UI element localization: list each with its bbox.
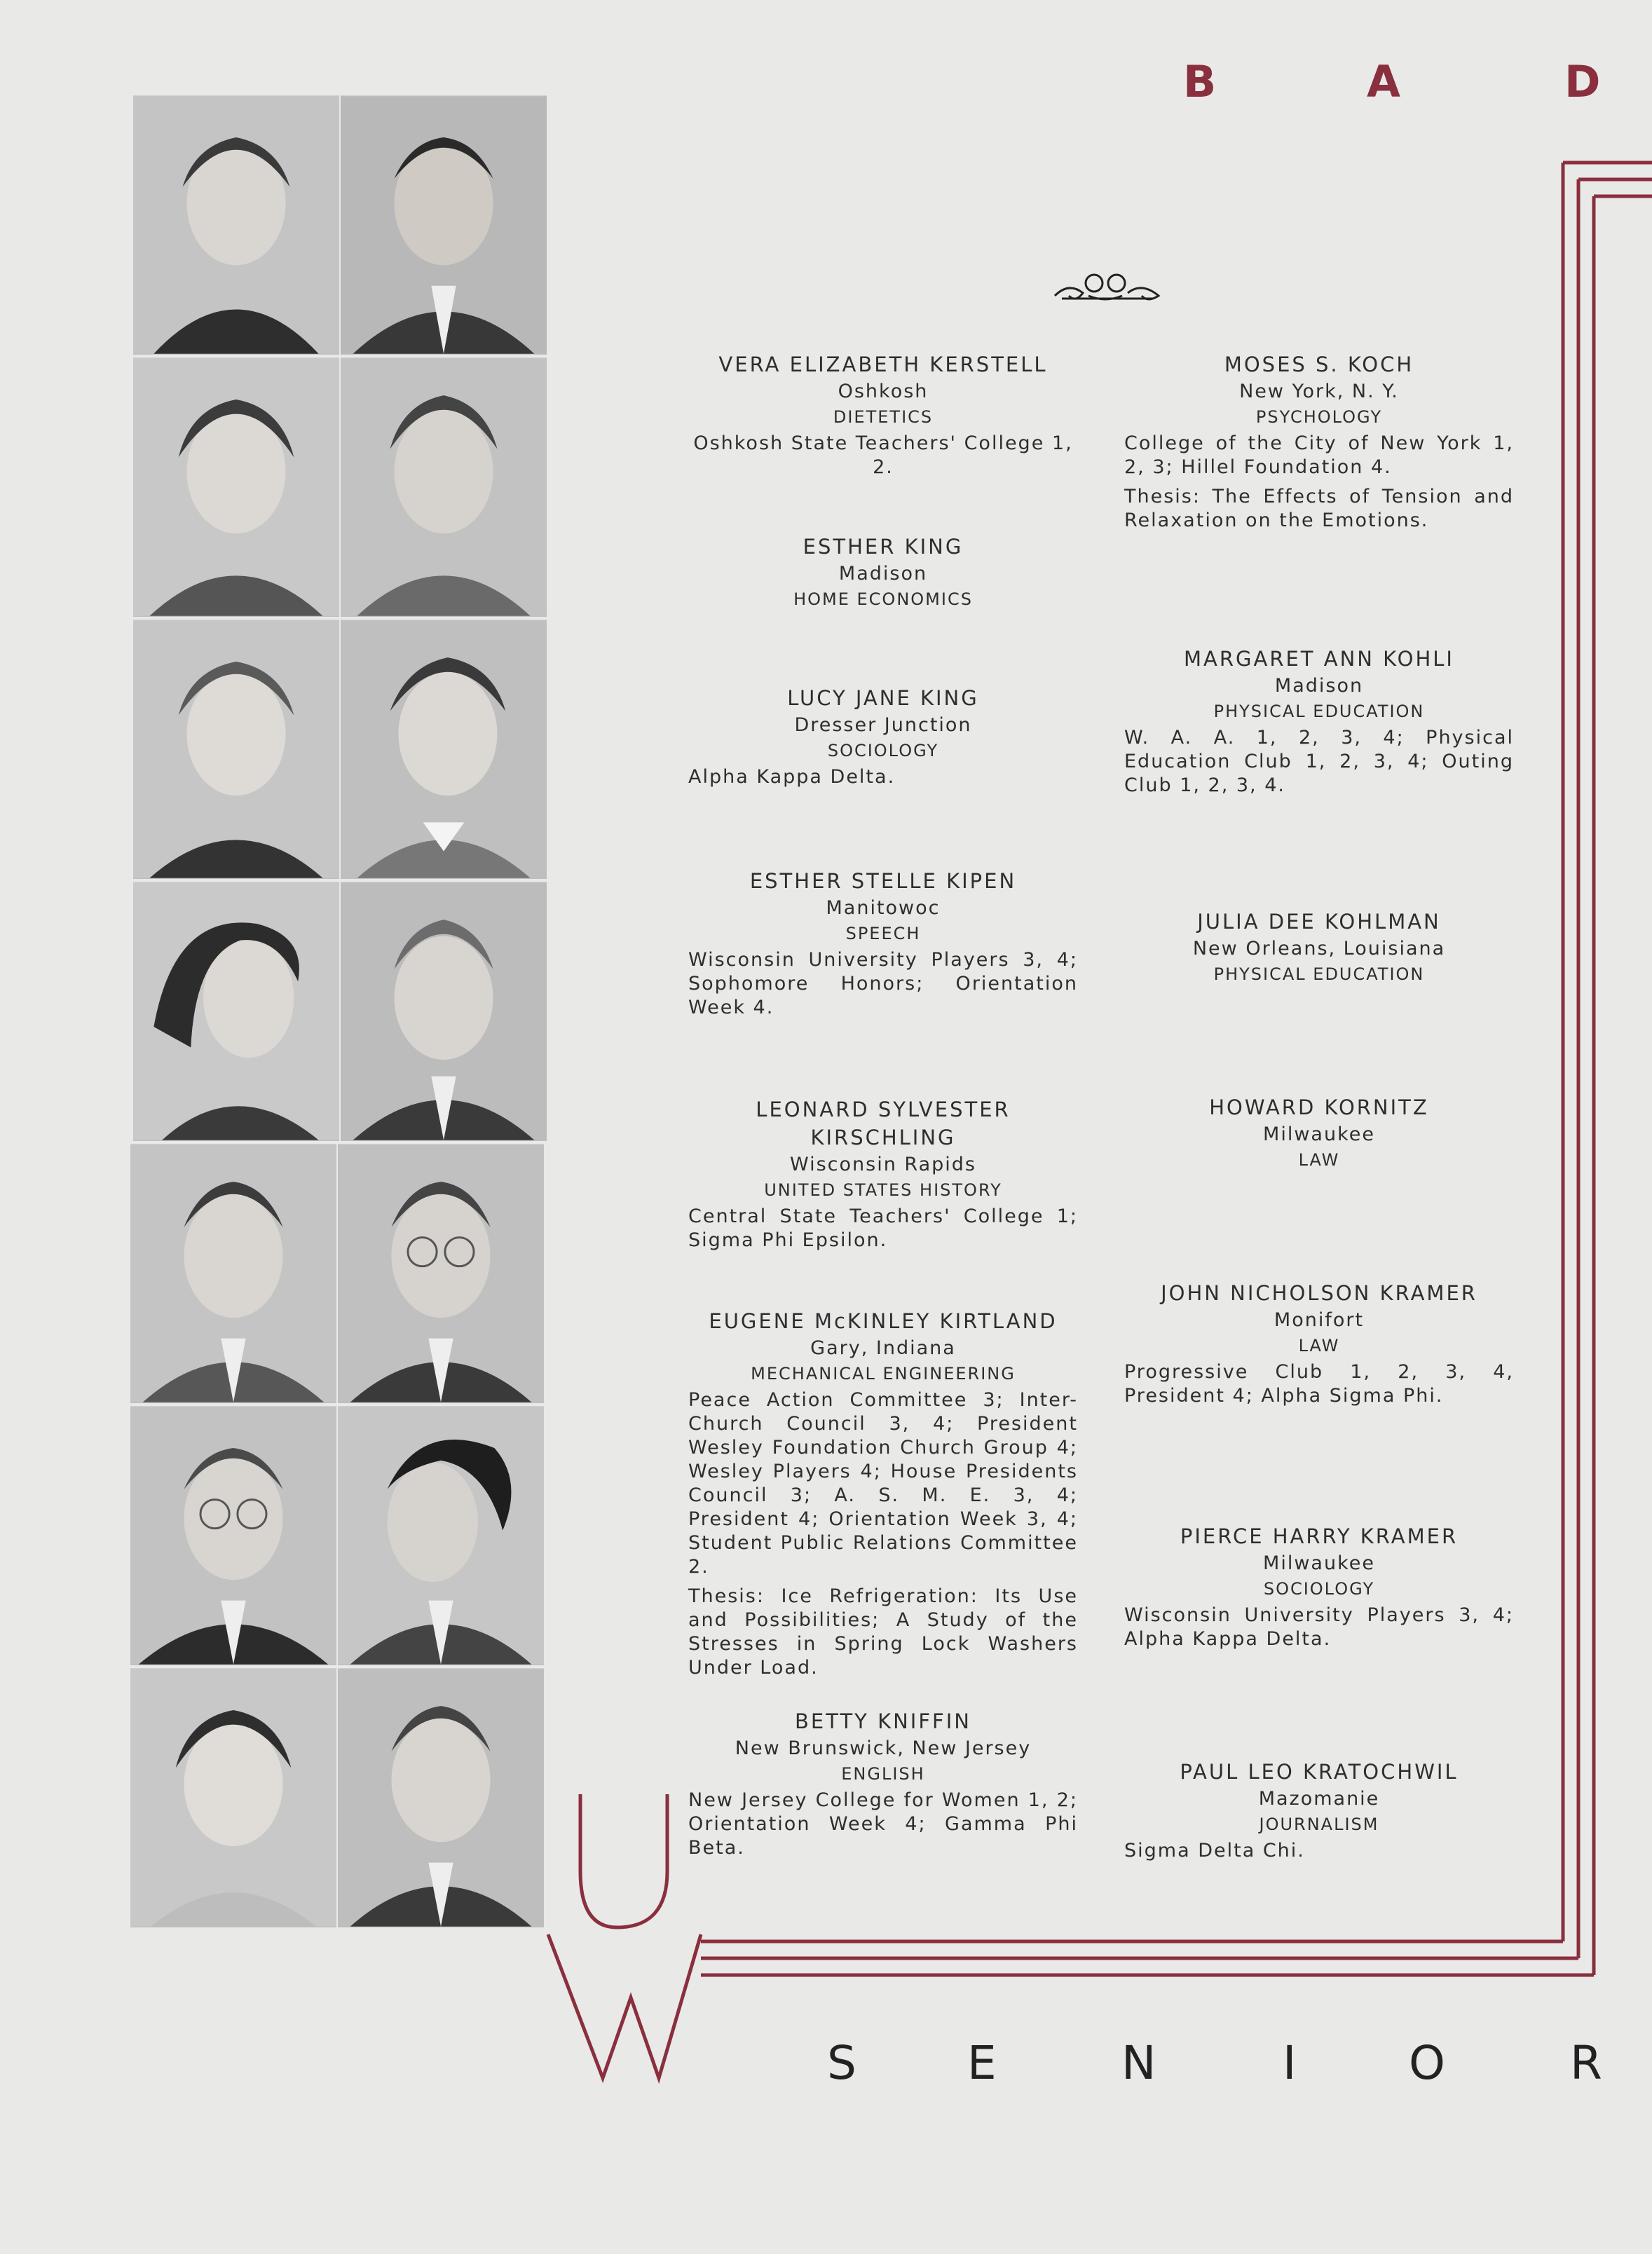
student-major: SPEECH xyxy=(845,924,921,943)
senior-entry xyxy=(1124,645,1514,798)
student-activities: W. A. A. 1, 2, 3, 4; Physical Education Club 1, 2, 3, 4; Outing Club 1, 2, 3, 4. xyxy=(1124,727,1514,796)
student-hometown: New Orleans, Louisiana xyxy=(1192,938,1446,959)
student-activities: Central State Teachers' College 1; Sigma Phi Epsilon. xyxy=(688,1205,1078,1251)
footer-letter: E xyxy=(967,2036,997,2090)
student-major: LAW xyxy=(1298,1150,1340,1170)
footer-letter: O xyxy=(1409,2036,1445,2090)
student-activities: Peace Action Committee 3; Inter-Church Council 3, 4; President Wesley Foundation Church Group 4; Wesley Players 4; House Presidents Council 3; A. S. M. E. 3, 4; President 4; Orientation Week 3, 4; Student Public Relations Committee 2. xyxy=(688,1389,1078,1578)
senior-entry xyxy=(1124,1093,1514,1172)
student-name: PIERCE HARRY KRAMER xyxy=(1180,1524,1459,1548)
student-activities: Sigma Delta Chi. xyxy=(1124,1840,1305,1862)
portrait-photo xyxy=(341,95,547,355)
student-activities: College of the City of New York 1, 2, 3; Hillel Foundation 4. xyxy=(1124,432,1514,478)
student-major: UNITED STATES HISTORY xyxy=(764,1180,1002,1200)
student-hometown: Oshkosh xyxy=(838,381,929,402)
portrait-photo xyxy=(130,1406,336,1665)
portrait-photo xyxy=(133,620,339,879)
portrait-photo xyxy=(341,882,547,1141)
senior-entry xyxy=(688,1707,1078,1860)
student-activities: Wisconsin University Players 3, 4; Sophomore Honors; Orientation Week 4. xyxy=(688,949,1078,1018)
student-name: JOHN NICHOLSON KRAMER xyxy=(1161,1281,1477,1305)
student-thesis: Thesis: The Effects of Tension and Relaxation on the Emotions. xyxy=(1124,486,1514,531)
senior-entry xyxy=(688,1307,1078,1680)
student-activities: Oshkosh State Teachers' College 1, 2. xyxy=(693,432,1073,478)
student-thesis: Thesis: Ice Refrigeration: Its Use and Possibilities; A Study of the Stresses in Spring Lock Washers Under Load. xyxy=(688,1585,1078,1679)
student-major: DIETETICS xyxy=(833,407,934,427)
student-activities: New Jersey College for Women 1, 2; Orientation Week 4; Gamma Phi Beta. xyxy=(688,1789,1078,1859)
portrait-photo xyxy=(341,620,547,879)
student-hometown: Wisconsin Rapids xyxy=(790,1154,976,1175)
senior-entry xyxy=(1124,350,1514,533)
student-major: SOCIOLOGY xyxy=(827,741,939,760)
page-footer-letters xyxy=(806,2036,1652,2106)
student-activities: Alpha Kappa Delta. xyxy=(688,766,896,788)
student-major: PHYSICAL EDUCATION xyxy=(1213,964,1425,984)
senior-entry xyxy=(688,1095,1078,1252)
student-name: HOWARD KORNITZ xyxy=(1209,1095,1429,1119)
student-hometown: Madison xyxy=(1274,675,1364,697)
student-major: LAW xyxy=(1298,1336,1340,1355)
footer-letter: S xyxy=(827,2036,856,2090)
student-name: PAUL LEO KRATOCHWIL xyxy=(1180,1760,1459,1784)
portrait-photo xyxy=(338,1668,544,1927)
student-major: MECHANICAL ENGINEERING xyxy=(751,1364,1016,1384)
student-major: HOME ECONOMICS xyxy=(793,589,973,609)
portrait-photo xyxy=(133,357,339,617)
student-major: JOURNALISM xyxy=(1259,1815,1379,1834)
monogram-u xyxy=(580,1794,667,1927)
senior-entry xyxy=(688,684,1078,789)
portrait-photo xyxy=(133,882,339,1141)
student-name: LUCY JANE KING xyxy=(787,686,979,710)
student-hometown: New Brunswick, New Jersey xyxy=(735,1737,1032,1759)
portrait-photo xyxy=(130,1668,336,1927)
student-major: ENGLISH xyxy=(841,1764,925,1784)
senior-entry xyxy=(688,867,1078,1020)
student-hometown: Milwaukee xyxy=(1263,1552,1375,1574)
student-activities: Progressive Club 1, 2, 3, 4, President 4; Alpha Sigma Phi. xyxy=(1124,1361,1514,1407)
senior-entry xyxy=(688,350,1078,479)
scroll-ornament-icon xyxy=(1055,275,1159,299)
student-hometown: Gary, Indiana xyxy=(810,1337,956,1359)
portrait-photo xyxy=(341,357,547,617)
portrait-photo xyxy=(338,1406,544,1665)
student-name: BETTY KNIFFIN xyxy=(795,1709,971,1733)
student-hometown: Manitowoc xyxy=(826,897,941,919)
senior-entry xyxy=(1124,1522,1514,1651)
student-name: VERA ELIZABETH KERSTELL xyxy=(718,353,1048,376)
student-name: LEONARD SYLVESTER KIRSCHLING xyxy=(756,1098,1011,1149)
student-hometown: New York, N. Y. xyxy=(1239,381,1399,402)
student-major: PHYSICAL EDUCATION xyxy=(1213,702,1425,721)
portrait-photo xyxy=(130,1144,336,1403)
portrait-photo xyxy=(133,95,339,355)
student-name: JULIA DEE KOHLMAN xyxy=(1197,910,1441,934)
student-major: SOCIOLOGY xyxy=(1263,1579,1375,1599)
monogram-w xyxy=(548,1934,701,2078)
student-name: MOSES S. KOCH xyxy=(1224,353,1414,376)
student-activities: Wisconsin University Players 3, 4; Alpha Kappa Delta. xyxy=(1124,1604,1514,1650)
senior-entry xyxy=(1124,908,1514,986)
footer-letter: N xyxy=(1121,2036,1156,2090)
student-name: ESTHER STELLE KIPEN xyxy=(749,869,1017,893)
senior-entry xyxy=(1124,1279,1514,1408)
student-name: ESTHER KING xyxy=(803,535,964,559)
header-letter: A xyxy=(1367,56,1400,107)
senior-entry xyxy=(688,533,1078,611)
header-letter: D xyxy=(1564,56,1601,107)
student-hometown: Madison xyxy=(838,563,928,585)
footer-letter: I xyxy=(1283,2036,1297,2090)
portrait-photo xyxy=(338,1144,544,1403)
footer-letter: R xyxy=(1570,2036,1602,2090)
student-hometown: Mazomanie xyxy=(1258,1788,1380,1810)
student-hometown: Monifort xyxy=(1274,1309,1365,1331)
student-major: PSYCHOLOGY xyxy=(1255,407,1383,427)
student-hometown: Milwaukee xyxy=(1263,1123,1375,1145)
senior-entry xyxy=(1124,1758,1514,1863)
header-letter: B xyxy=(1183,56,1217,107)
student-name: EUGENE McKINLEY KIRTLAND xyxy=(709,1309,1058,1333)
student-hometown: Dresser Junction xyxy=(794,714,972,736)
student-name: MARGARET ANN KOHLI xyxy=(1184,647,1454,671)
